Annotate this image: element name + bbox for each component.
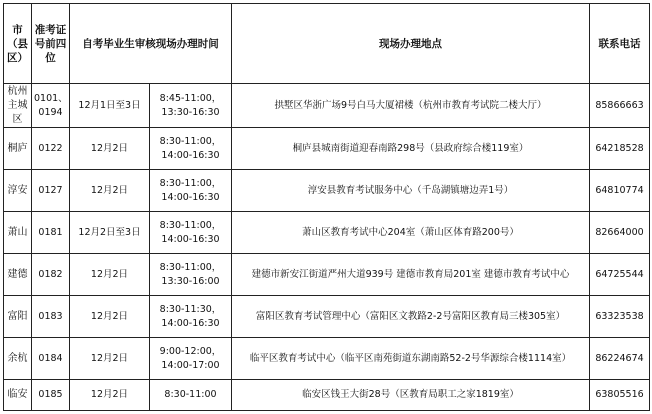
table-body	[4, 84, 650, 411]
table-row	[4, 338, 650, 380]
date-cell: 12月1日至3日	[70, 84, 150, 128]
place-cell: 萧山区教育考试中心204室（萧山区体育路200号）	[232, 212, 590, 254]
table-row	[4, 84, 650, 128]
city-cell: 杭州主城区	[4, 84, 32, 128]
table-row	[4, 380, 650, 411]
hours-cell: 8:30-11:00，14:00-16:30	[150, 170, 232, 212]
date-cell: 12月2日	[70, 296, 150, 338]
city-cell: 桐庐	[4, 128, 32, 170]
hours-cell: 8:30-11:00，14:00-16:30	[150, 128, 232, 170]
date-cell: 12月2日	[70, 254, 150, 296]
city-cell: 萧山	[4, 212, 32, 254]
date-cell: 12月2日	[70, 338, 150, 380]
header-city: 市（县区）	[4, 4, 32, 84]
phone-cell: 64218528	[590, 128, 650, 170]
date-cell: 12月2日	[70, 380, 150, 411]
phone-cell: 63323538	[590, 296, 650, 338]
exam-prefix-cell: 0101、0194	[32, 84, 70, 128]
table-header-row	[4, 4, 650, 84]
exam-prefix-cell: 0122	[32, 128, 70, 170]
phone-cell: 63805516	[590, 380, 650, 411]
phone-cell: 82664000	[590, 212, 650, 254]
exam-prefix-cell: 0127	[32, 170, 70, 212]
table-row	[4, 254, 650, 296]
table-row	[4, 212, 650, 254]
date-cell: 12月2日	[70, 170, 150, 212]
table-row	[4, 296, 650, 338]
place-cell: 拱墅区华浙广场9号白马大厦裙楼（杭州市教育考试院二楼大厅）	[232, 84, 590, 128]
hours-cell: 8:30-11:30，14:00-16:30	[150, 296, 232, 338]
exam-prefix-cell: 0185	[32, 380, 70, 411]
header-phone: 联系电话	[590, 4, 650, 84]
hours-cell: 8:30-11:00	[150, 380, 232, 411]
city-cell: 建德	[4, 254, 32, 296]
phone-cell: 86224674	[590, 338, 650, 380]
place-cell: 淳安县教育考试服务中心（千岛湖镇塘边弄1号）	[232, 170, 590, 212]
city-cell: 富阳	[4, 296, 32, 338]
header-time: 自考毕业生审核现场办理时间	[70, 4, 232, 84]
exam-prefix-cell: 0183	[32, 296, 70, 338]
table-row	[4, 128, 650, 170]
exam-office-table	[3, 3, 650, 411]
date-cell: 12月2日至3日	[70, 212, 150, 254]
city-cell: 临安	[4, 380, 32, 411]
place-cell: 桐庐县城南街道迎春南路298号（县政府综合楼119室）	[232, 128, 590, 170]
exam-prefix-cell: 0184	[32, 338, 70, 380]
phone-cell: 64810774	[590, 170, 650, 212]
table-row	[4, 170, 650, 212]
place-cell: 富阳区教育考试管理中心（富阳区文教路2-2号富阳区教育局三楼305室）	[232, 296, 590, 338]
hours-cell: 9:00-12:00，14:00-17:00	[150, 338, 232, 380]
hours-cell: 8:30-11:00，14:00-16:30	[150, 212, 232, 254]
phone-cell: 64725544	[590, 254, 650, 296]
place-cell: 临安区钱王大街28号（区教育局职工之家1819室）	[232, 380, 590, 411]
city-cell: 余杭	[4, 338, 32, 380]
hours-cell: 8:45-11:00，13:30-16:30	[150, 84, 232, 128]
place-cell: 临平区教育考试中心（临平区南苑街道东湖南路52-2号华源综合楼1114室）	[232, 338, 590, 380]
header-place: 现场办理地点	[232, 4, 590, 84]
city-cell: 淳安	[4, 170, 32, 212]
exam-prefix-cell: 0181	[32, 212, 70, 254]
exam-prefix-cell: 0182	[32, 254, 70, 296]
place-cell: 建德市新安江街道严州大道939号 建德市教育局201室 建德市教育考试中心	[232, 254, 590, 296]
hours-cell: 8:30-11:00，13:30-16:00	[150, 254, 232, 296]
date-cell: 12月2日	[70, 128, 150, 170]
phone-cell: 85866663	[590, 84, 650, 128]
header-prefix: 准考证号前四位	[32, 4, 70, 84]
